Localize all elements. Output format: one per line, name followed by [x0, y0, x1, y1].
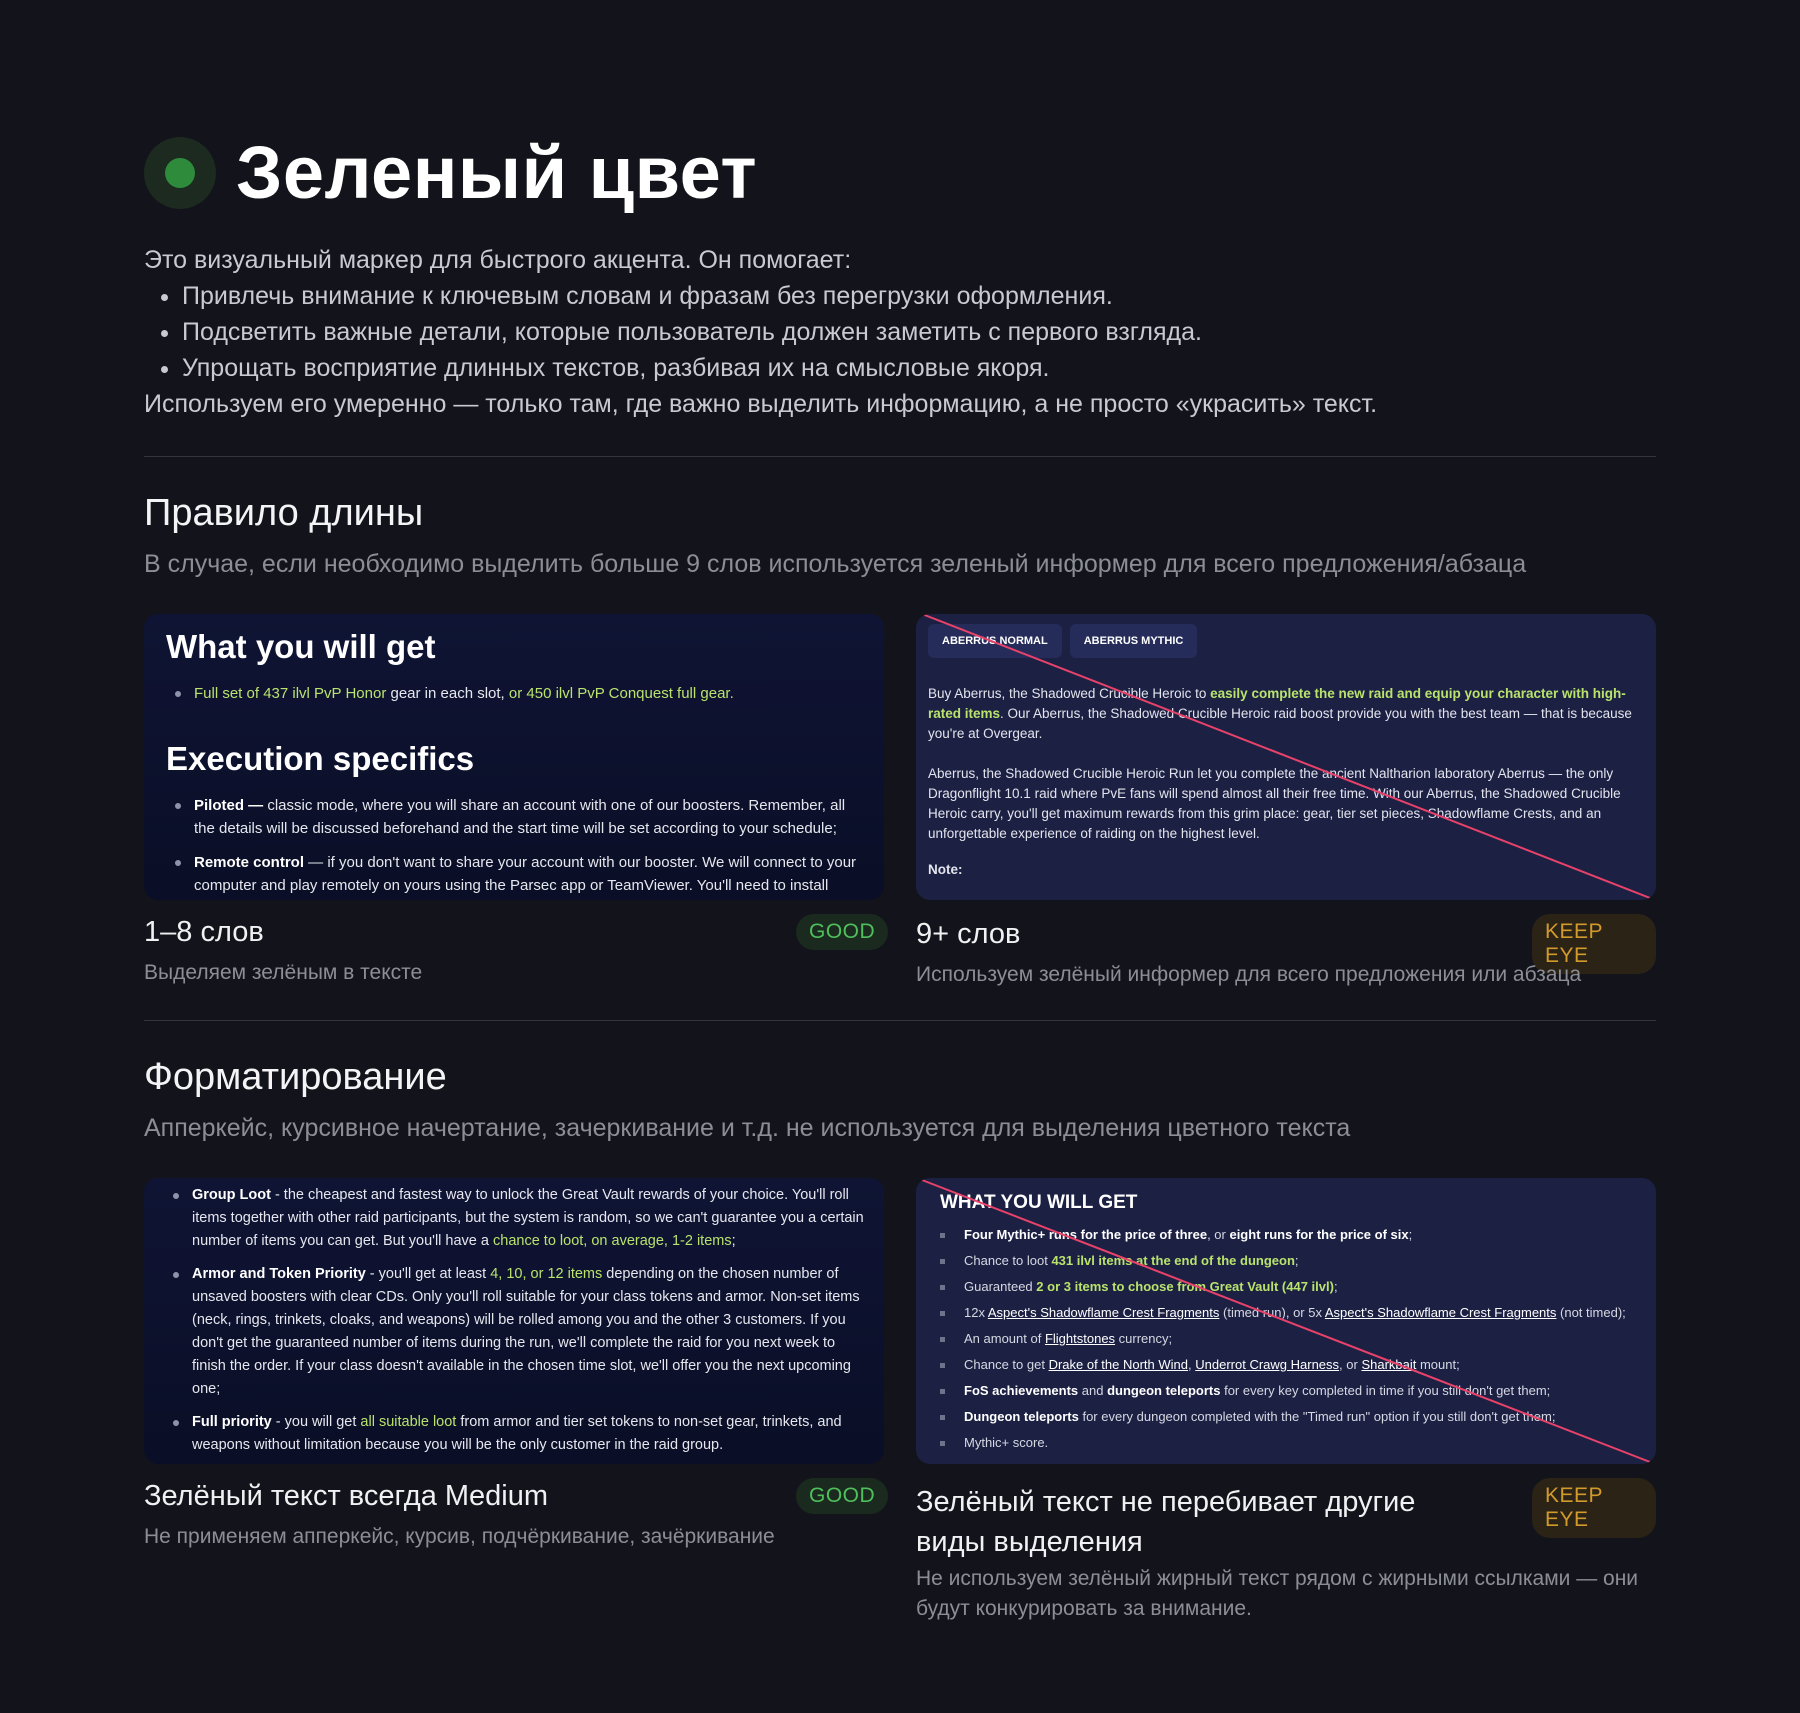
example-caption: Зелёный текст не перебивает другие виды выделения [916, 1486, 1416, 1558]
tab-aberrus-normal: ABERRUS NORMAL [928, 624, 1062, 658]
card-note-label: Note: [928, 862, 963, 877]
card-heading: WHAT YOU WILL GET [940, 1192, 1138, 1213]
example-caption: Зелёный текст всегда Medium [144, 1480, 549, 1512]
intro-bullet: • Подсветить важные детали, которые пользователь должен заметить с первого взгляда. [182, 314, 1377, 350]
example-card-good-format [144, 1178, 884, 1464]
title-row [144, 130, 757, 215]
list-item: Armor and Token Priority - you'll get at least 4, 10, or 12 items depending on the chosen number of unsaved boosters with clear CDs. Only you'll roll suitable for your class tokens and armor. Non-set items (neck, rings, trinkets, cloaks, and weapons) will be rolled among you and the other 3 customers. If you don't get the guaranteed number of items during the run, we'll complete the raid for you next week to finish the order. If your class doesn't available in the chosen time slot, we'll offer you the next upcoming one; [164, 1263, 864, 1401]
list-item: 12x Aspect's Shadowflame Crest Fragments (timed run), or 5x Aspect's Shadowflame Crest Fragments (not timed); [938, 1300, 1640, 1326]
example-note: Выделяем зелёным в тексте [144, 961, 423, 984]
link: Flightstones [1044, 1331, 1116, 1346]
card-heading: What you will get [166, 628, 436, 665]
formatting-heading: Форматирование [144, 1056, 447, 1098]
list-item: Mythic+ score. [938, 1430, 1640, 1456]
intro-bullets [144, 278, 1377, 386]
list-item: Chance to loot 431 ilvl items at the end of the dungeon; [938, 1248, 1640, 1274]
list-item: An amount of Flightstones currency; [938, 1326, 1640, 1352]
good-badge: GOOD [796, 914, 888, 950]
example-note: Используем зелёный информер для всего предложения или абзаца [916, 963, 1582, 986]
green-dot-icon [144, 137, 216, 209]
link: Aspect's Shadowflame Crest Fragments [987, 1305, 1220, 1320]
example-note: Не применяем апперкейс, курсив, подчёркивание, зачёркивание [144, 1525, 775, 1548]
strike-line [916, 614, 1656, 900]
keep-eye-badge: KEEP EYE [1532, 914, 1656, 974]
list-item: Dungeon teleports for every dungeon completed with the "Timed run" option if you still don't get them; [938, 1404, 1640, 1430]
link: Underrot Crawg Harness [1195, 1357, 1340, 1372]
intro-bullet: • Упрощать восприятие длинных текстов, разбивая их на смысловые якоря. [182, 350, 1377, 386]
list-item: FoS achievements and dungeon teleports for every key completed in time if you still don't get them; [938, 1378, 1640, 1404]
link: Aspect's Shadowflame Crest Fragments [1324, 1305, 1557, 1320]
list-item: Full set of 437 ilvl PvP Honor gear in each slot, or 450 ilvl PvP Conquest full gear. [166, 682, 864, 705]
divider [144, 1020, 1656, 1021]
intro-lead: Это визуальный маркер для быстрого акцента. Он помогает: [144, 246, 852, 274]
card-list [166, 794, 864, 897]
intro-text [144, 242, 1377, 422]
link: Sharkbait [1361, 1357, 1417, 1372]
list-item: Remote control — if you don't want to share your account with our booster. We will connect to your computer and play remotely on yours using the Parsec app or TeamViewer. You'll need to install [166, 851, 864, 897]
good-badge: GOOD [796, 1478, 888, 1514]
length-rule-description: В случае, если необходимо выделить больше 9 слов используется зеленый информер для всего предложения/абзаца [144, 550, 1527, 578]
card-paragraph: Buy Aberrus, the Shadowed Crucible Heroic to easily complete the new raid and equip your character with high-rated items. Our Aberrus, the Shadowed Crucible Heroic raid boost provide you with the best team — that is because you're at Overgear. [928, 686, 1632, 741]
list-item: Piloted — classic mode, where you will share an account with one of our boosters. Remember, all the details will be discussed beforehand and the start time will be set according to your schedule; [166, 794, 864, 840]
example-card-bad-length [916, 614, 1656, 900]
example-note: Не используем зелёный жирный текст рядом с жирными ссылками — они будут конкурировать за внимание. [916, 1567, 1639, 1620]
example-caption: 1–8 слов [144, 916, 264, 948]
divider [144, 456, 1656, 457]
formatting-description: Апперкейс, курсивное начертание, зачеркивание и т.д. не используется для выделения цветного текста [144, 1114, 1351, 1142]
intro-closing: Используем его умеренно — только там, где важно выделить информацию, а не просто «украсить» текст. [144, 390, 1378, 418]
example-card-bad-format [916, 1178, 1656, 1464]
link: Drake of the North Wind [1048, 1357, 1189, 1372]
tab-aberrus-mythic: ABERRUS MYTHIC [1070, 624, 1198, 658]
list-item: Full priority - you will get all suitable loot from armor and tier set tokens to non-set gear, trinkets, and weapons without limitation because you will be the only customer in the raid group. [164, 1411, 864, 1457]
example-caption: 9+ слов [916, 918, 1021, 950]
list-item: Four Mythic+ runs for the price of three, or eight runs for the price of six; [938, 1222, 1640, 1248]
card-list [166, 682, 864, 705]
page-title: Зеленый цвет [236, 131, 758, 214]
list-item: Group Loot - the cheapest and fastest way to unlock the Great Vault rewards of your choice. You'll roll items together with other raid participants, but the system is random, so we can't guarantee you a certain number of items you can get. But you'll have a chance to loot, on average, 1-2 items; [164, 1184, 864, 1253]
length-rule-heading: Правило длины [144, 492, 424, 534]
intro-bullet: • Привлечь внимание к ключевым словам и фразам без перегрузки оформления. [182, 278, 1377, 314]
list-item: Guaranteed 2 or 3 items to choose from Great Vault (447 ilvl); [938, 1274, 1640, 1300]
card-list [164, 1184, 864, 1457]
strike-line [916, 1178, 1656, 1464]
card-heading: Execution specifics [166, 740, 475, 777]
keep-eye-badge: KEEP EYE [1532, 1478, 1656, 1538]
list-item: Chance to get Drake of the North Wind, Underrot Crawg Harness, or Sharkbait mount; [938, 1352, 1640, 1378]
example-card-good-length [144, 614, 884, 900]
card-paragraph: Aberrus, the Shadowed Crucible Heroic Run let you complete the ancient Naltharion laboratory Aberrus — the only Dragonflight 10.1 raid where PvE fans will spend almost all their free time. With our Aberrus, the Shadowed Crucible Heroic carry, you'll get maximum rewards from this grim place: gear, tier set pieces, Shadowflame Crests, and an unforgettable experience of raiding on the highest level. [928, 766, 1621, 841]
